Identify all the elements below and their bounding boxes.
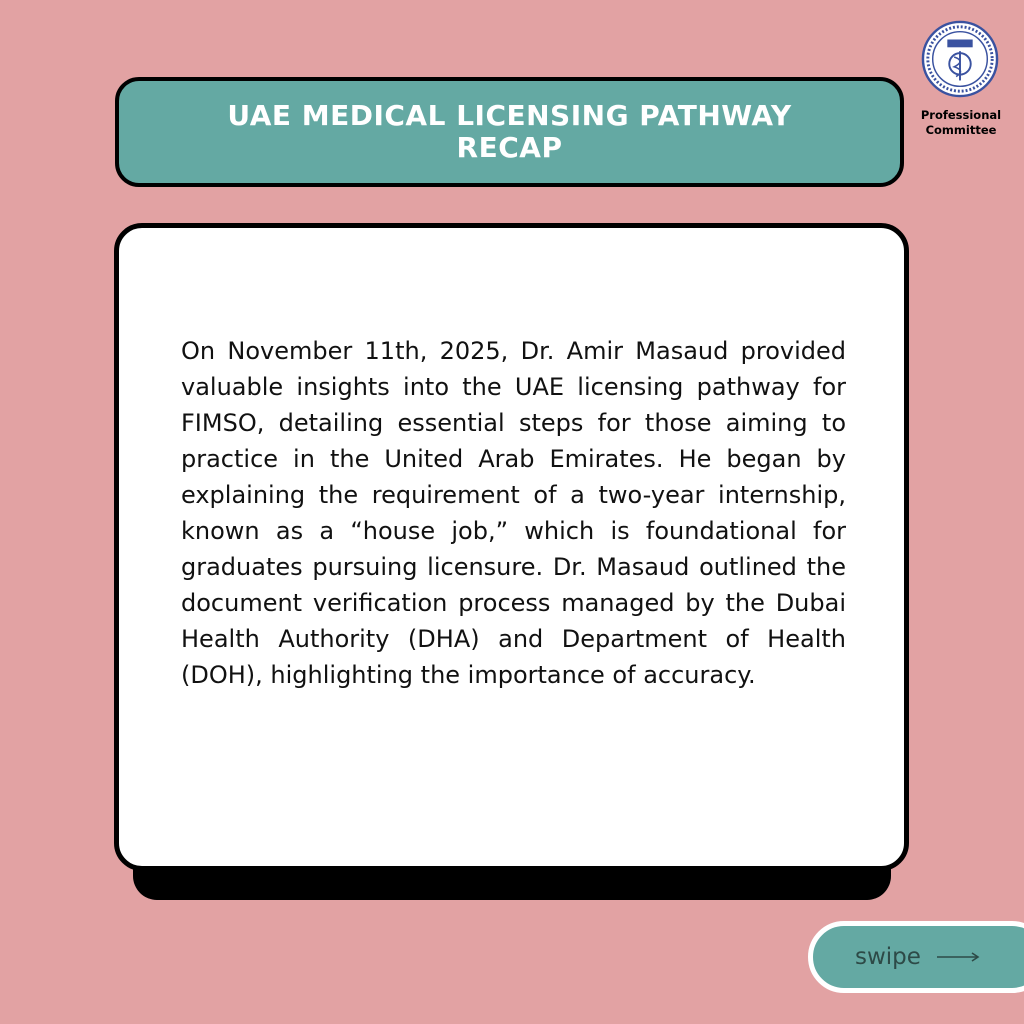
body-paragraph: On November 11th, 2025, Dr. Amir Masaud provided valuable insights into the UAE licensing pathway for FIMSO, detailing essential steps for those aiming to practice in the United Arab Emirates. He began by explaining the requirement of a two-year internship, known as a “house job,” which is foundational for graduates pursuing licensure. Dr. Masaud outlined the document verification process managed by the Dubai Health Authority (DHA) and Department of Health (DOH), highlighting the importance of accuracy.	[181, 337, 846, 689]
title-banner	[115, 77, 904, 187]
content-card	[114, 223, 909, 871]
title-line-1: UAE MEDICAL LICENSING PATHWAY	[227, 99, 792, 132]
logo-caption-line-1: Professional	[920, 108, 1002, 122]
swipe-button[interactable]	[808, 921, 1024, 993]
fimso-seal-icon	[921, 20, 999, 98]
page-title	[220, 100, 800, 164]
arrow-right-icon	[937, 951, 981, 963]
title-line-2: RECAP	[456, 131, 563, 164]
swipe-label: swipe	[855, 944, 921, 970]
logo-caption	[906, 108, 1016, 138]
logo-caption-line-2: Committee	[925, 123, 997, 137]
